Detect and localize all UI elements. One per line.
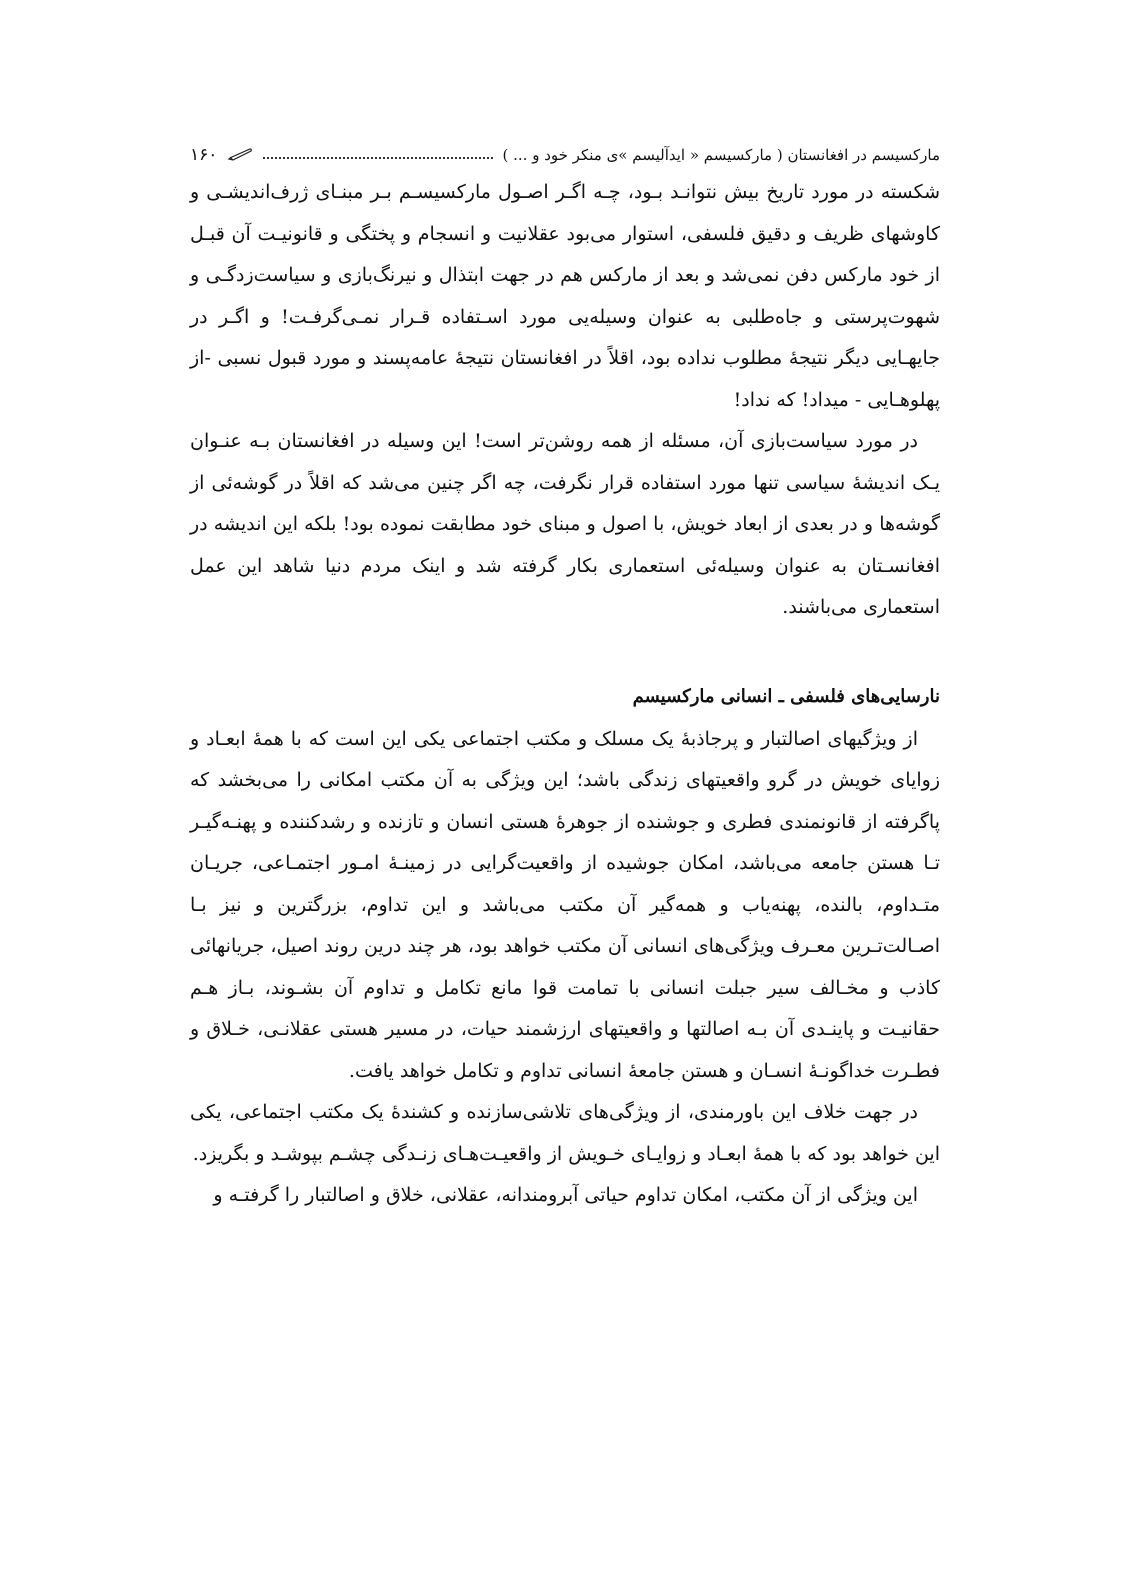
header-dot-leader <box>263 157 492 159</box>
page-number: ۱۶۰ <box>190 145 218 165</box>
pen-icon <box>227 148 253 162</box>
paragraph: این ویژگی از آن مکتب، امکان تداوم حیاتی آبرومندانه، عقلانی، خلاق و اصالتبار را گرفتـه و <box>213 1184 918 1206</box>
running-header <box>190 138 940 172</box>
body-text <box>190 172 940 1217</box>
paragraph: در جهت خلاف این باورمندی، از ویژگی‌های تلاشی‌سازنده و کشندۀ یک مکتب اجتماعی، یکی این خواهد بود که با همۀ ابعـاد و زوایـای خـویش از واقعیـت‌هـای زنـدگی چشـم بپوشـد و بگریزد. <box>190 1101 940 1165</box>
section-spacer <box>190 629 940 675</box>
paragraph: از ویژگیهای اصالتبار و پرجاذبۀ یک مسلک و مکتب اجتماعی یکی این است که با همۀ ابعـاد و زوایای خویش در گرو واقعیتهای زندگی باشد؛ این ویژگی به آن مکتب امکانی را می‌بخشد که پاگرفته از قانونمندی فطری و جوشنده از جوهرۀ هستی انسان و تازنده و رشدکننده و پهنـه‌گیـر تـا هستن جامعه می‌باشد، امکان جوشیده از واقعیت‌گرایی در زمینـۀ امـور اجتمـاعی، جریـان متـداوم، بالنده، پهنه‌یاب و همه‌گیر آن مکتب می‌باشد و این تداوم، بزرگترین و نیز بـا اصـالت‌تـرین معـرف ویژگی‌های انسانی آن مکتب خواهد بود، هر چند درین روند اصیل، جریانهائی کاذب و مخـالف سیر جبلت انسانی با تمامت قوا مانع تکامل و تداوم آن بشـوند، بـاز هـم حقانیـت و پاینـدی آن بـه اصالتها و واقعیتهای ارزشمند حیات، در مسیر هستی عقلانـی، خـلاق و فطـرت خداگونـۀ انسـان و هستن جامعۀ انسانی تداوم و تکامل خواهد یافت. <box>190 727 940 1082</box>
paragraph: در مورد سیاست‌بازی آن، مسئله از همه روشن‌تر است! این وسیله در افغانستان بـه عنـوان یـک اندیشۀ سیاسی تنها مورد استفاده قرار نگرفت، چه اگر چنین می‌شد که اقلاً در گوشه‌ئی از گوشه‌ها و در بعدی از ابعاد خویش، با اصول و مبنای خود مطابقت نموده بود! بلکه این اندیشه در افغانسـتان به عنوان وسیله‌ئی استعماری بکار گرفته شد و اینک مردم دنیا شاهد این عمل استعماری می‌باشند. <box>190 430 940 618</box>
section-heading: نارسایی‌های فلسفی ـ انسانی مارکسیسم <box>632 685 940 707</box>
paragraph: شکسته در مورد تاریخ بیش نتوانـد بـود، چـه اگـر اصـول مارکسیسـم بـر مبنـای ژرف‌اندیشـی و کاوشهای ظریف و دقیق فلسفی، استوار می‌بود عقلانیت و انسجام و پختگی و قانونیـت آن قبـل از خود مارکس دفن نمی‌شد و بعد از مارکس هم در جهت ابتذال و نیرنگ‌بازی و سیاست‌زدگـی و شهوت‌پرستی و جاه‌طلبی به عنوان وسیله‌یی مورد اسـتفاده قـرار نمـی‌گرفـت! و اگـر در جایهـایی دیگر نتیجۀ مطلوب نداده بود، اقلاً در افغانستان نتیجۀ عامه‌پسند و مورد قبول نسبی -از پهلوهـایی - میداد! که نداد! <box>190 181 940 411</box>
document-page <box>190 138 940 1478</box>
running-header-title: مارکسیسم در افغانستان ( مارکسیسم « ایدآلیسم »ی منکر خود و ... ) <box>502 146 940 164</box>
